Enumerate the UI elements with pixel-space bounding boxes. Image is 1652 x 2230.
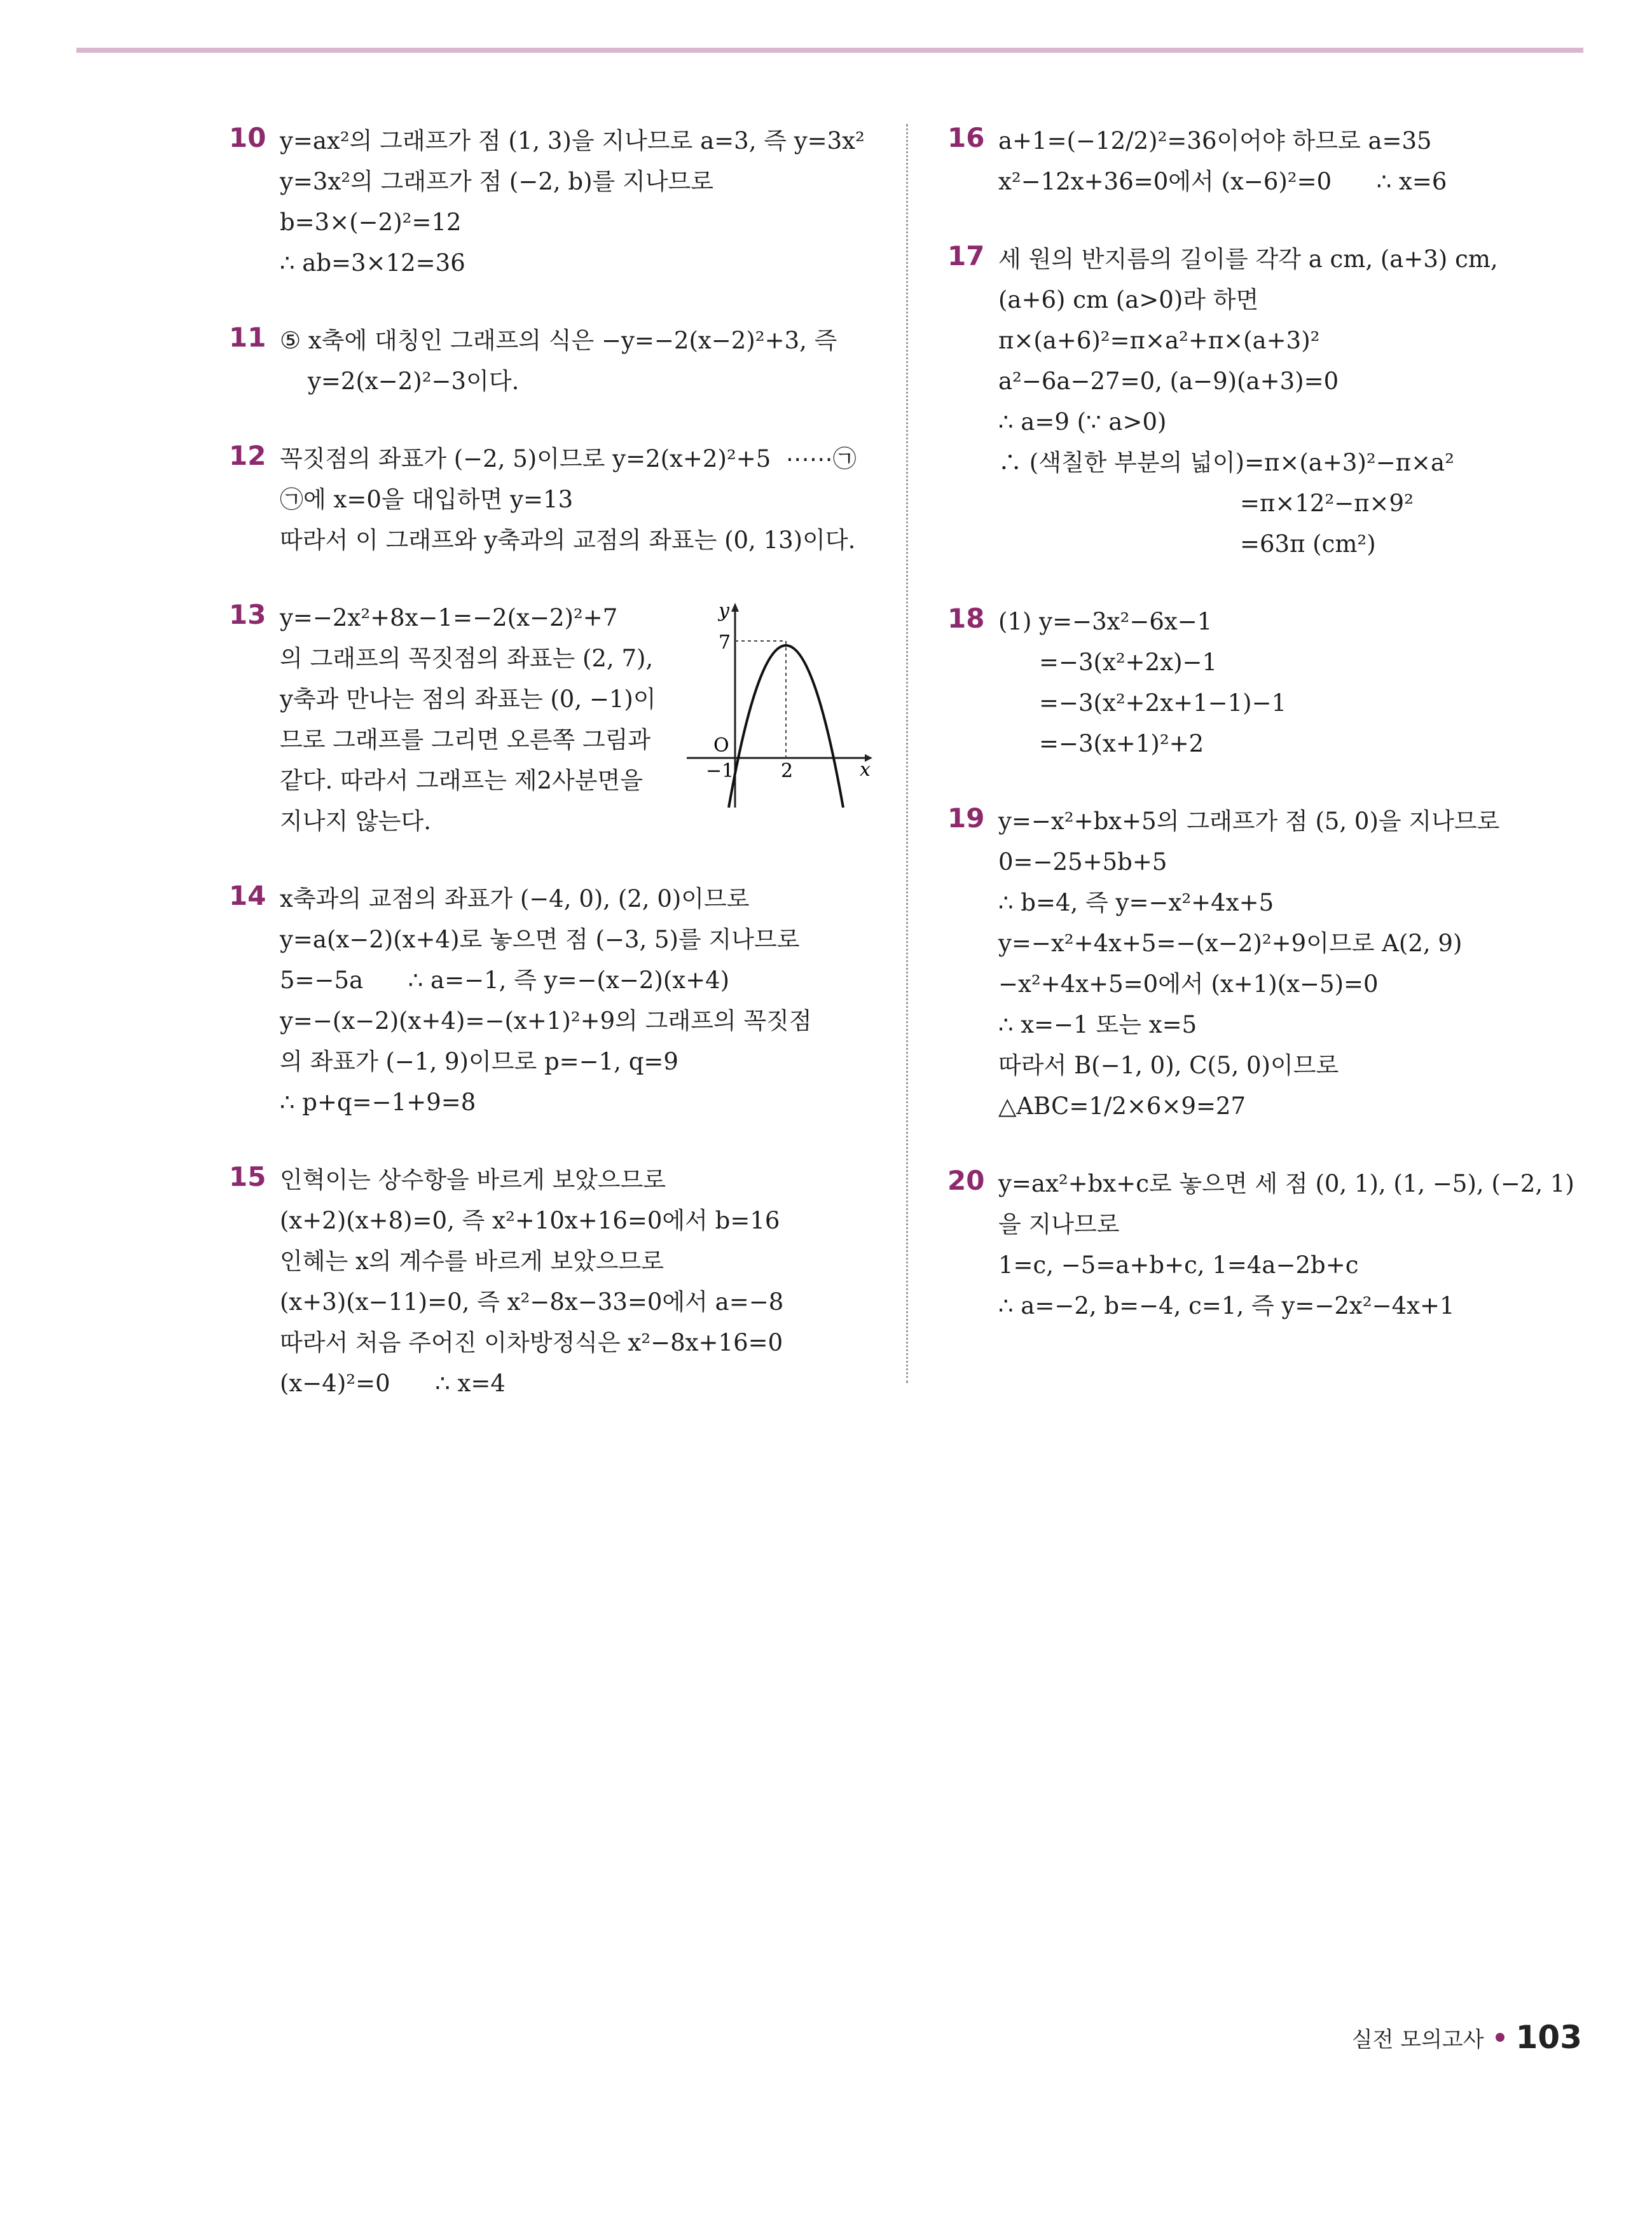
solution-line: y=−x²+bx+5의 그래프가 점 (5, 0)을 지나므로: [998, 808, 1500, 835]
problem-number: 12: [229, 440, 266, 471]
solution-line: 세 원의 반지름의 길이를 각각 a cm, (a+3) cm,: [998, 245, 1498, 273]
parabola-graph: [674, 598, 878, 814]
x-axis-label: x: [860, 759, 871, 781]
problem-number: 18: [947, 603, 985, 634]
solution-line: 따라서 처음 주어진 이차방정식은 x²−8x+16=0: [280, 1329, 783, 1356]
solution-line: x축과의 교점의 좌표가 (−4, 0), (2, 0)이므로: [280, 885, 750, 912]
problem-18: [947, 602, 1590, 764]
solution-line: (x−4)²=0 ∴ x=4: [280, 1370, 506, 1397]
solution-line: ∴ a=9 (∵ a>0): [998, 408, 1167, 436]
solution-line: 인혁이는 상수항을 바르게 보았으므로: [280, 1166, 666, 1194]
y-axis-arrow: [731, 603, 739, 612]
solution-line: =63π (cm²): [1240, 530, 1376, 558]
solution-line: ㉠에 x=0을 대입하면 y=13: [280, 486, 574, 513]
solution-line: 지나지 않는다.: [280, 808, 431, 835]
solution-line: (x+3)(x−11)=0, 즉 x²−8x−33=0에서 a=−8: [280, 1288, 784, 1316]
vertex-x-label: 2: [781, 760, 794, 782]
solution-line: y=−(x−2)(x+4)=−(x+1)²+9의 그래프의 꼭짓점: [280, 1007, 812, 1035]
solution-line: =−3(x+1)²+2: [1039, 730, 1204, 757]
solution-line: (a+6) cm (a>0)라 하면: [998, 286, 1259, 313]
page-number: 103: [1515, 2019, 1582, 2056]
solution-line: 5=−5a ∴ a=−1, 즉 y=−(x−2)(x+4): [280, 967, 730, 994]
problem-20: [947, 1164, 1590, 1326]
problem-17: [947, 239, 1590, 565]
solution-line: ∴ a=−2, b=−4, c=1, 즉 y=−2x²−4x+1: [998, 1292, 1455, 1319]
solution-line: ∴ ab=3×12=36: [280, 249, 465, 277]
footer-section-label: 실전 모의고사: [1351, 2027, 1484, 2053]
vertex-y-label: 7: [719, 631, 731, 654]
intercept-label: −1: [706, 760, 734, 782]
problem-14: [229, 879, 871, 1123]
problem-number: 10: [229, 122, 266, 153]
problem-10: [229, 121, 871, 284]
solution-line: 꼭짓점의 좌표가 (−2, 5)이므로 y=2(x+2)²+5 ⋯⋯㉠: [280, 445, 857, 472]
solution-line: y=3x²의 그래프가 점 (−2, b)를 지나므로: [280, 168, 713, 195]
solution-line: 인혜는 x의 계수를 바르게 보았으므로: [280, 1248, 664, 1275]
solution-line: y=−x²+4x+5=−(x−2)²+9이므로 A(2, 9): [998, 930, 1463, 957]
solution-line: y축과 만나는 점의 좌표는 (0, −1)이: [280, 685, 656, 713]
solution-line: ∴ x=−1 또는 x=5: [998, 1011, 1197, 1038]
left-column: [229, 121, 871, 1441]
solution-line: 의 좌표가 (−1, 9)이므로 p=−1, q=9: [280, 1048, 678, 1075]
solution-line: =−3(x²+2x)−1: [1039, 649, 1218, 676]
problem-number: 14: [229, 880, 266, 911]
problem-11: [229, 320, 871, 402]
footer-bullet-icon: [1496, 2033, 1504, 2042]
solution-line: y=ax²의 그래프가 점 (1, 3)을 지나므로 a=3, 즉 y=3x²: [280, 127, 865, 155]
solution-line: 따라서 이 그래프와 y축과의 교점의 좌표는 (0, 13)이다.: [280, 527, 856, 554]
solution-line: 을 지나므로: [998, 1211, 1120, 1238]
solution-line: (1) y=−3x²−6x−1: [998, 608, 1213, 635]
solution-line: ⑤ x축에 대칭인 그래프의 식은 −y=−2(x−2)²+3, 즉: [280, 327, 837, 354]
problem-number: 13: [229, 599, 266, 630]
top-decorative-bar: [76, 48, 1583, 53]
solution-line: π×(a+6)²=π×a²+π×(a+3)²: [998, 327, 1320, 354]
problem-number: 20: [947, 1165, 985, 1196]
solution-line: 따라서 B(−1, 0), C(5, 0)이므로: [998, 1052, 1339, 1079]
solution-line: 의 그래프의 꼭짓점의 좌표는 (2, 7),: [280, 645, 654, 672]
problem-16: [947, 121, 1590, 202]
solution-line: a+1=(−12/2)²=36이어야 하므로 a=35: [998, 127, 1432, 155]
y-axis-label: y: [719, 600, 729, 622]
solution-line: b=3×(−2)²=12: [280, 209, 462, 236]
page-footer: [1352, 2019, 1582, 2056]
problem-13: [229, 598, 871, 842]
solution-line: (x+2)(x+8)=0, 즉 x²+10x+16=0에서 b=16: [280, 1207, 780, 1234]
solution-line: ∴ b=4, 즉 y=−x²+4x+5: [998, 889, 1274, 916]
solution-line: 0=−25+5b+5: [998, 848, 1167, 876]
solution-line: ∴ p+q=−1+9=8: [280, 1089, 476, 1116]
solution-line: x²−12x+36=0에서 (x−6)²=0 ∴ x=6: [998, 168, 1447, 195]
problem-15: [229, 1160, 871, 1404]
problem-number: 17: [947, 240, 985, 272]
solution-line: =π×12²−π×9²: [1240, 490, 1414, 517]
solution-line: y=−2x²+8x−1=−2(x−2)²+7: [280, 604, 618, 631]
solution-line: y=a(x−2)(x+4)로 놓으면 점 (−3, 5)를 지나므로: [280, 926, 800, 953]
solution-line: 므로 그래프를 그리면 오른쪽 그림과: [280, 726, 651, 754]
problem-19: [947, 801, 1590, 1127]
problem-number: 16: [947, 122, 985, 153]
solution-line: y=2(x−2)²−3이다.: [308, 368, 520, 395]
solution-line: △ABC=1/2×6×9=27: [998, 1092, 1246, 1120]
problem-number: 15: [229, 1161, 266, 1192]
problem-number: 11: [229, 322, 266, 353]
solution-line: −x²+4x+5=0에서 (x+1)(x−5)=0: [998, 970, 1379, 998]
solution-line: 1=c, −5=a+b+c, 1=4a−2b+c: [998, 1251, 1359, 1279]
problem-12: [229, 439, 871, 561]
solution-line: ∴ (색칠한 부분의 넓이)=π×(a+3)²−π×a²: [998, 449, 1454, 476]
solution-line: =−3(x²+2x+1−1)−1: [1039, 689, 1287, 717]
right-column: [947, 121, 1590, 1363]
solution-line: a²−6a−27=0, (a−9)(a+3)=0: [998, 368, 1339, 395]
solution-line: 같다. 따라서 그래프는 제2사분면을: [280, 767, 643, 794]
solution-line: y=ax²+bx+c로 놓으면 세 점 (0, 1), (1, −5), (−2, 1): [998, 1170, 1574, 1197]
problem-number: 19: [947, 802, 985, 834]
origin-label: O: [713, 734, 729, 757]
column-divider: [906, 124, 908, 1383]
